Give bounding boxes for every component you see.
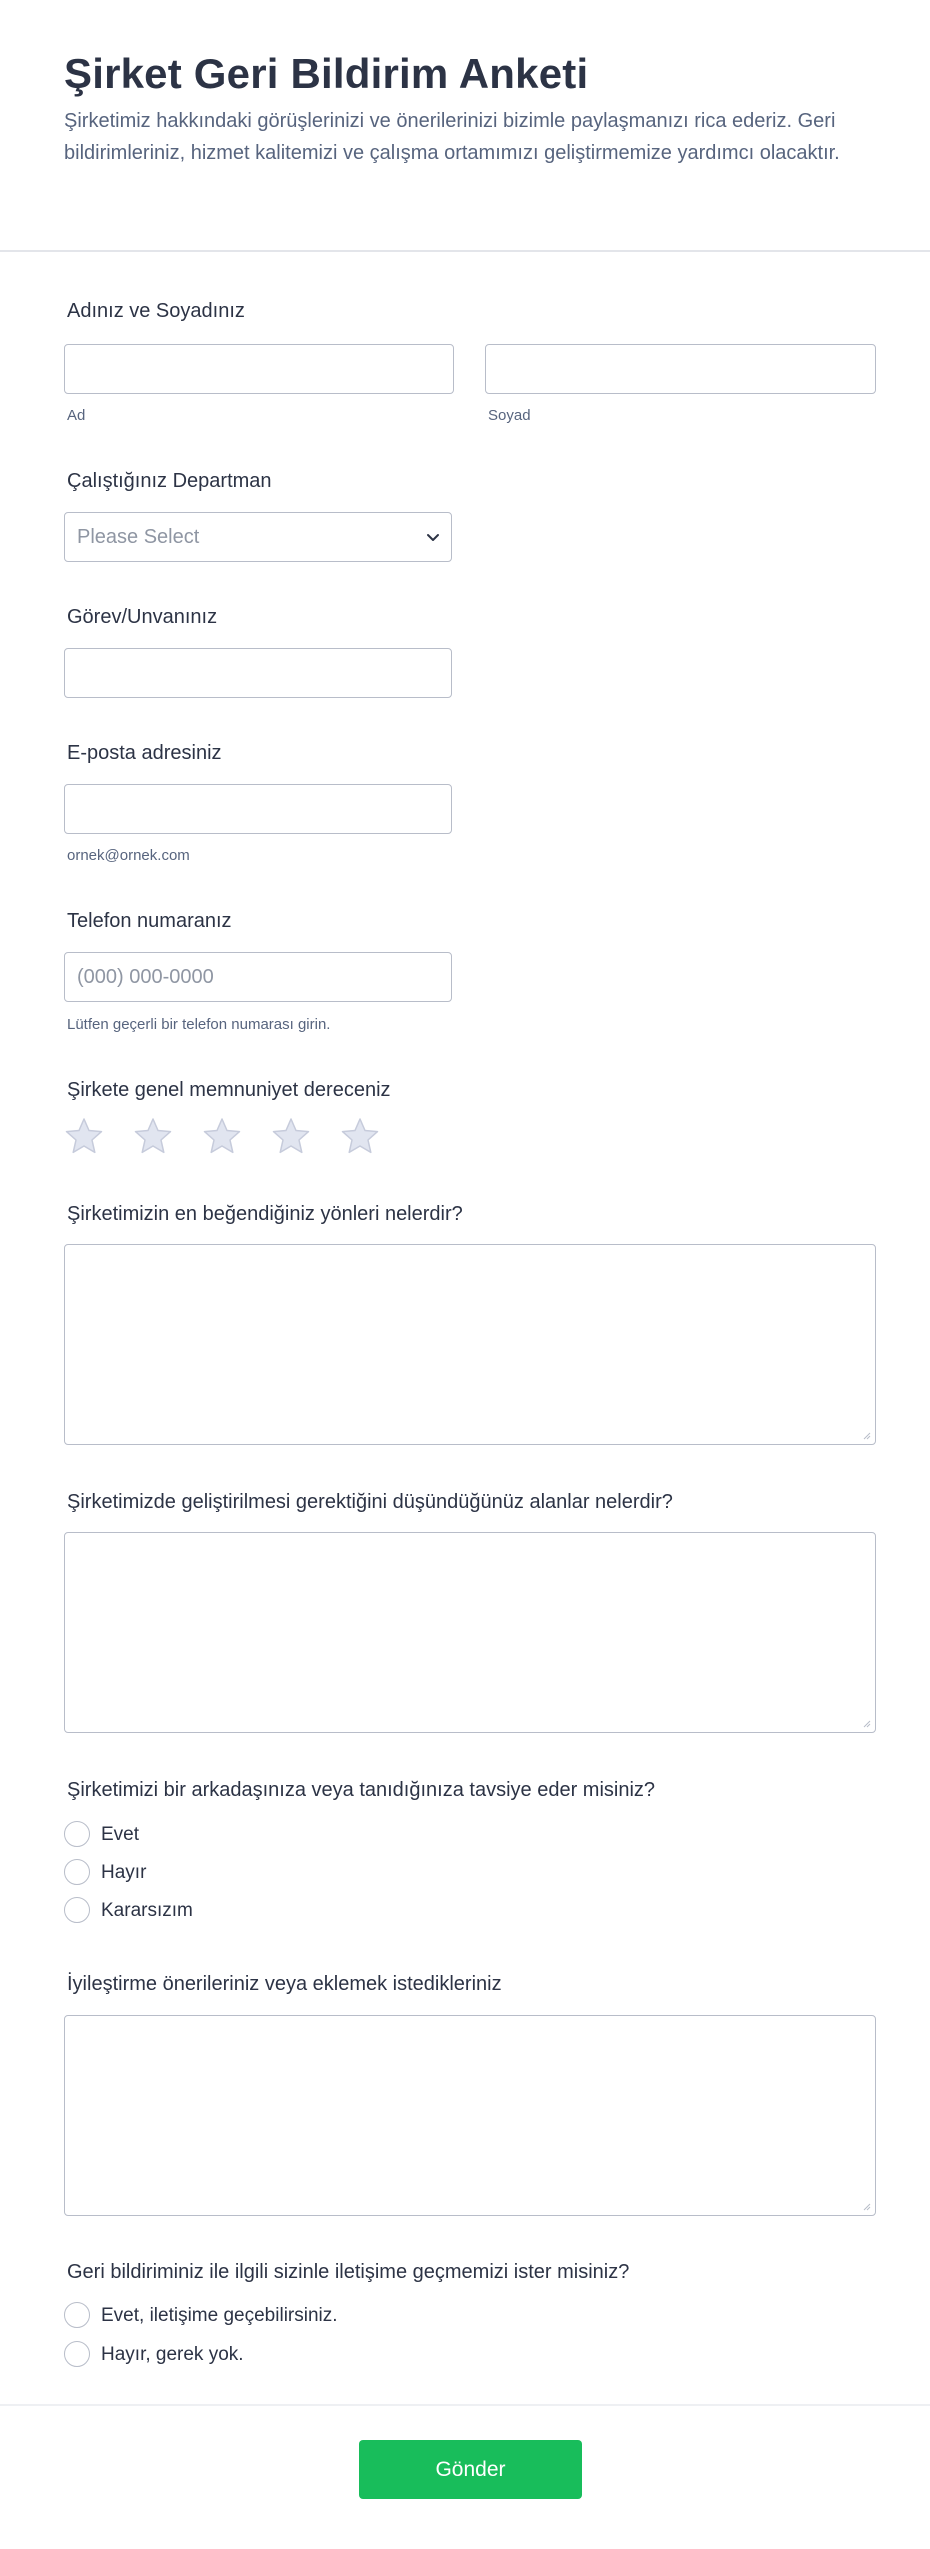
improvement-areas-textarea[interactable] [64, 1532, 876, 1733]
resize-grip-icon [861, 1430, 871, 1440]
department-placeholder: Please Select [77, 526, 200, 548]
radio-button[interactable] [64, 1821, 90, 1847]
star-icon[interactable] [271, 1116, 311, 1156]
radio-button[interactable] [64, 1897, 90, 1923]
radio-label: Evet [101, 1824, 140, 1845]
last-name-input[interactable] [485, 344, 876, 394]
contact-label: Geri bildiriminiz ile ilgili sizinle iletişime geçmemizi ister misiniz? [67, 2261, 630, 2283]
star-icon[interactable] [64, 1116, 104, 1156]
radio-button[interactable] [64, 2341, 90, 2367]
footer-divider [0, 2404, 930, 2406]
full-name-label: Adınız ve Soyadınız [67, 300, 245, 322]
star-icon[interactable] [340, 1116, 380, 1156]
department-label: Çalıştığınız Departman [67, 470, 272, 492]
suggestions-textarea[interactable] [64, 2015, 876, 2216]
resize-grip-icon [861, 1718, 871, 1728]
department-dropdown[interactable] [64, 512, 452, 562]
star-icon[interactable] [133, 1116, 173, 1156]
position-input[interactable] [64, 648, 452, 698]
first-name-sublabel: Ad [67, 407, 86, 424]
improvement-areas-label: Şirketimizde geliştirilmesi gerektiğini düşündüğünüz alanlar nelerdir? [67, 1491, 673, 1513]
chevron-down-icon [425, 529, 441, 545]
email-label: E-posta adresiniz [67, 742, 222, 764]
star-rating [64, 1116, 404, 1160]
suggestions-label: İyileştirme önerileriniz veya eklemek istedikleriniz [67, 1973, 502, 1995]
radio-button[interactable] [64, 1859, 90, 1885]
form-description: Şirketimiz hakkındaki görüşlerinizi ve önerilerinizi bizimle paylaşmanızı rica ederiz. Geri bildirimleriniz, hizmet kalitemizi ve çalışma ortamımızı geliştirmemize yardımcı olacaktır. [64, 110, 840, 164]
resize-grip-icon [861, 2201, 871, 2211]
radio-label: Kararsızım [101, 1900, 193, 1921]
position-label: Görev/Unvanınız [67, 606, 218, 628]
phone-label: Telefon numaranız [67, 910, 232, 932]
first-name-input[interactable] [64, 344, 454, 394]
phone-input[interactable] [64, 952, 452, 1002]
radio-button[interactable] [64, 2302, 90, 2328]
submit-button[interactable]: Gönder [359, 2440, 582, 2499]
recommend-label: Şirketimizi bir arkadaşınıza veya tanıdığınıza tavsiye eder misiniz? [67, 1779, 656, 1801]
last-name-sublabel: Soyad [488, 407, 531, 424]
email-input[interactable] [64, 784, 452, 834]
radio-label: Hayır [101, 1862, 147, 1883]
liked-aspects-textarea[interactable] [64, 1244, 876, 1445]
phone-sublabel: Lütfen geçerli bir telefon numarası girin. [67, 1016, 331, 1033]
radio-label: Evet, iletişime geçebilirsiniz. [101, 2305, 338, 2326]
rating-label: Şirkete genel memnuniyet dereceniz [67, 1079, 391, 1101]
form-header [0, 0, 930, 252]
liked-aspects-label: Şirketimizin en beğendiğiniz yönleri nelerdir? [67, 1203, 463, 1225]
email-sublabel: ornek@ornek.com [67, 847, 190, 864]
radio-label: Hayır, gerek yok. [101, 2344, 244, 2365]
star-icon[interactable] [202, 1116, 242, 1156]
form-title: Şirket Geri Bildirim Anketi [64, 50, 589, 97]
